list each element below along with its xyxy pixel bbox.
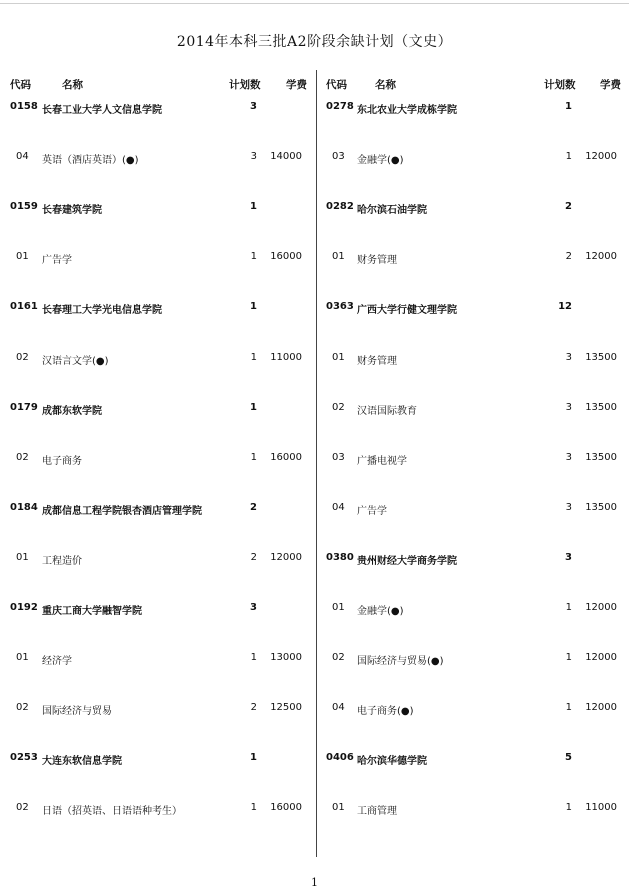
row-name: 长春工业大学人文信息学院 xyxy=(42,105,162,116)
row-code: 03 xyxy=(332,151,345,163)
row-name: 汉语国际教育 xyxy=(357,405,417,417)
row-name: 国际经济与贸易 xyxy=(42,706,112,718)
row-name: 贵州财经大学商务学院 xyxy=(357,555,457,567)
row-plan: 3 xyxy=(565,351,572,363)
row-code: 01 xyxy=(332,802,345,814)
row-code: 0192 xyxy=(10,602,38,613)
row-code: 02 xyxy=(16,451,29,463)
header-code: 代码 xyxy=(326,79,347,91)
row-code: 0184 xyxy=(10,501,38,513)
row-name: 成都东软学院 xyxy=(42,405,102,417)
row-code: 02 xyxy=(332,401,345,413)
row-fee: 12000 xyxy=(585,251,617,263)
row-plan: 2 xyxy=(565,201,572,213)
row-code: 04 xyxy=(332,501,345,513)
row-name: 金融学(●) xyxy=(357,155,404,167)
row-plan: 1 xyxy=(565,802,572,814)
row-name: 哈尔滨华德学院 xyxy=(357,756,427,768)
row-plan: 5 xyxy=(565,752,572,764)
row-plan: 1 xyxy=(565,602,572,613)
row-plan: 1 xyxy=(250,351,257,363)
row-fee: 12000 xyxy=(270,551,302,563)
header-plan: 计划数 xyxy=(544,79,576,91)
row-fee: 13500 xyxy=(585,401,617,413)
row-name: 成都信息工程学院银杏酒店管理学院 xyxy=(42,505,202,517)
row-plan: 3 xyxy=(565,551,572,563)
row-name: 财务管理 xyxy=(357,355,397,367)
row-plan: 1 xyxy=(250,401,257,413)
row-code: 0161 xyxy=(10,301,38,313)
row-name: 英语（酒店英语）(●) xyxy=(42,155,139,167)
row-plan: 3 xyxy=(250,602,257,613)
row-plan: 3 xyxy=(565,501,572,513)
row-plan: 1 xyxy=(565,652,572,664)
header-code: 代码 xyxy=(10,79,31,91)
row-name: 工程造价 xyxy=(42,555,82,567)
row-plan: 1 xyxy=(250,752,257,764)
header-name: 名称 xyxy=(375,79,396,91)
header-name: 名称 xyxy=(62,79,83,91)
row-code: 01 xyxy=(332,602,345,613)
row-code: 01 xyxy=(16,551,29,563)
row-fee: 13000 xyxy=(270,652,302,664)
row-fee: 13500 xyxy=(585,501,617,513)
header-fee: 学费 xyxy=(286,79,307,91)
row-name: 广西大学行健文理学院 xyxy=(357,305,457,317)
row-name: 重庆工商大学融智学院 xyxy=(42,606,142,617)
row-name: 国际经济与贸易(●) xyxy=(357,656,444,668)
top-rule xyxy=(0,3,629,4)
row-code: 0253 xyxy=(10,752,38,764)
row-code: 0380 xyxy=(326,551,354,563)
row-name: 广告学 xyxy=(357,505,387,517)
row-plan: 1 xyxy=(250,301,257,313)
row-plan: 2 xyxy=(250,702,257,714)
row-fee: 12000 xyxy=(585,652,617,664)
row-name: 电子商务(●) xyxy=(357,706,414,718)
row-code: 02 xyxy=(16,702,29,714)
row-code: 01 xyxy=(16,251,29,263)
row-fee: 12500 xyxy=(270,702,302,714)
row-plan: 3 xyxy=(250,101,257,112)
row-fee: 11000 xyxy=(270,351,302,363)
row-code: 0406 xyxy=(326,752,354,764)
header-plan: 计划数 xyxy=(229,79,261,91)
row-plan: 1 xyxy=(565,702,572,714)
row-fee: 16000 xyxy=(270,451,302,463)
row-code: 0158 xyxy=(10,101,38,112)
row-code: 0179 xyxy=(10,401,38,413)
row-plan: 1 xyxy=(250,251,257,263)
row-fee: 16000 xyxy=(270,251,302,263)
row-name: 长春建筑学院 xyxy=(42,205,102,217)
row-name: 工商管理 xyxy=(357,806,397,818)
row-plan: 3 xyxy=(565,451,572,463)
row-plan: 2 xyxy=(250,501,257,513)
row-plan: 1 xyxy=(250,201,257,213)
row-name: 电子商务 xyxy=(42,455,82,467)
row-name: 金融学(●) xyxy=(357,606,404,617)
row-code: 02 xyxy=(16,802,29,814)
row-plan: 3 xyxy=(250,151,257,163)
row-plan: 1 xyxy=(250,451,257,463)
row-name: 广告学 xyxy=(42,255,72,267)
row-fee: 14000 xyxy=(270,151,302,163)
row-plan: 3 xyxy=(565,401,572,413)
row-fee: 13500 xyxy=(585,351,617,363)
row-plan: 1 xyxy=(565,151,572,163)
row-code: 04 xyxy=(332,702,345,714)
row-plan: 1 xyxy=(250,802,257,814)
row-code: 04 xyxy=(16,151,29,163)
row-name: 财务管理 xyxy=(357,255,397,267)
page-title: 2014年本科三批A2阶段余缺计划（文史） xyxy=(176,34,453,50)
row-plan: 2 xyxy=(565,251,572,263)
row-name: 长春理工大学光电信息学院 xyxy=(42,305,162,317)
row-code: 0159 xyxy=(10,201,38,213)
row-name: 哈尔滨石油学院 xyxy=(357,205,427,217)
row-fee: 16000 xyxy=(270,802,302,814)
row-name: 大连东软信息学院 xyxy=(42,756,122,768)
row-fee: 11000 xyxy=(585,802,617,814)
column-divider xyxy=(316,70,317,857)
row-plan: 1 xyxy=(565,101,572,112)
row-name: 经济学 xyxy=(42,656,72,668)
row-code: 02 xyxy=(332,652,345,664)
row-name: 汉语言文学(●) xyxy=(42,355,109,367)
row-plan: 12 xyxy=(558,301,572,313)
row-code: 03 xyxy=(332,451,345,463)
row-code: 0363 xyxy=(326,301,354,313)
row-fee: 12000 xyxy=(585,702,617,714)
row-fee: 13500 xyxy=(585,451,617,463)
row-code: 0278 xyxy=(326,101,354,112)
page-number: 1 xyxy=(311,876,318,889)
row-code: 02 xyxy=(16,351,29,363)
row-code: 01 xyxy=(332,251,345,263)
row-fee: 12000 xyxy=(585,602,617,613)
row-name: 广播电视学 xyxy=(357,455,407,467)
row-code: 01 xyxy=(332,351,345,363)
row-code: 0282 xyxy=(326,201,354,213)
row-code: 01 xyxy=(16,652,29,664)
row-plan: 1 xyxy=(250,652,257,664)
header-fee: 学费 xyxy=(600,79,621,91)
row-name: 日语（招英语、日语语种考生） xyxy=(42,806,182,818)
row-name: 东北农业大学成栋学院 xyxy=(357,105,457,116)
row-plan: 2 xyxy=(250,551,257,563)
row-fee: 12000 xyxy=(585,151,617,163)
